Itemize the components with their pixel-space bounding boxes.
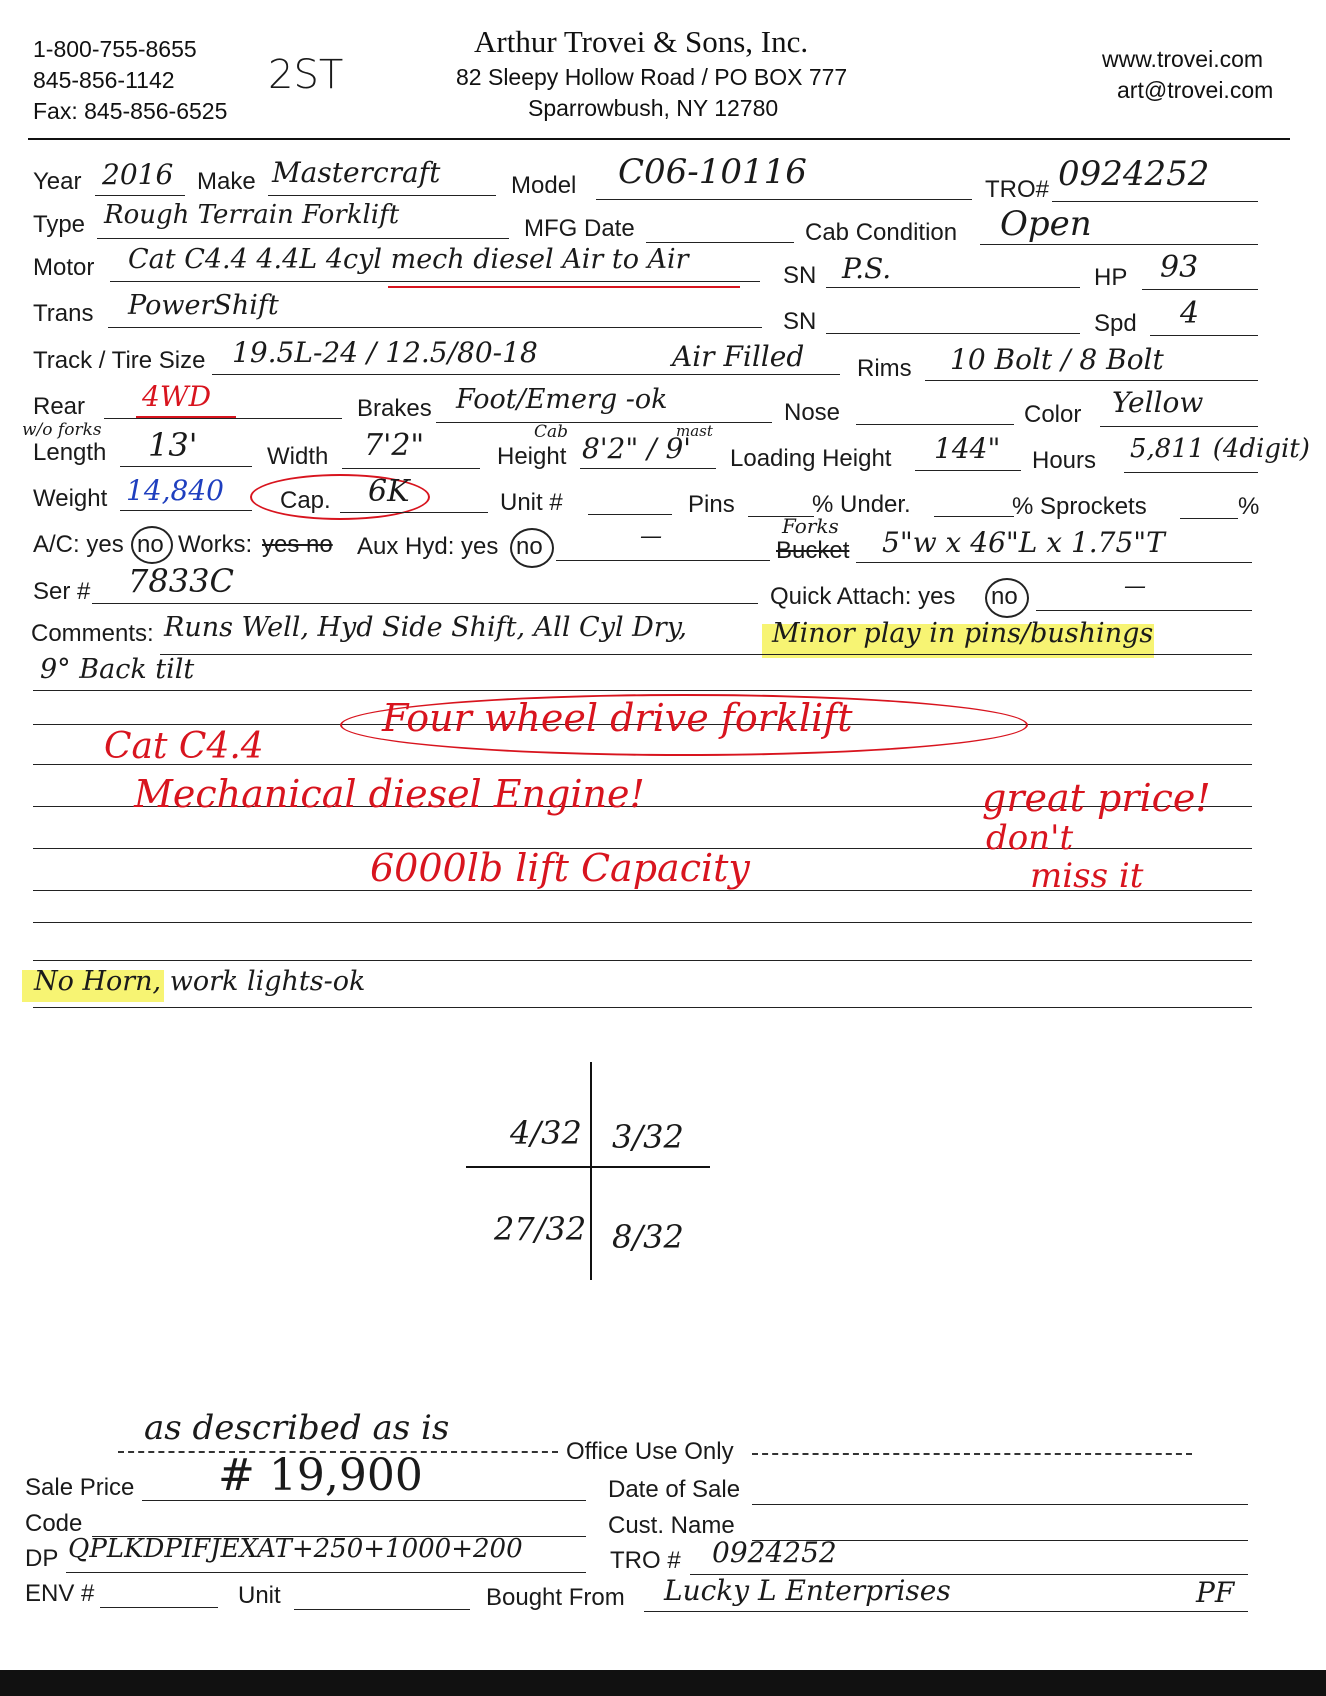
motor-value: Cat C4.4 4.4L 4cyl mech diesel Air to Air — [128, 244, 689, 275]
forks-size-value: 5"w x 46"L x 1.75"T — [882, 526, 1165, 559]
hours-value: 5,811 (4digit) — [1130, 434, 1310, 464]
phone-tollfree: 1-800-755-8655 — [33, 36, 197, 62]
model-value: C06-10116 — [618, 152, 807, 192]
quick-attach-label: Quick Attach: yes — [770, 583, 956, 610]
ac-no: no — [137, 531, 164, 558]
works-label: Works: — [178, 531, 253, 558]
red-circled-note: Four wheel drive forklift — [382, 696, 853, 740]
aux-hyd-label: Aux Hyd: yes — [357, 533, 499, 560]
company-address-2: Sparrowbush, NY 12780 — [528, 95, 779, 121]
red-note-miss-it: miss it — [1030, 856, 1144, 896]
track-tire-label: Track / Tire Size — [33, 347, 206, 374]
company-address-1: 82 Sleepy Hollow Road / PO BOX 777 — [456, 64, 848, 90]
weight-value: 14,840 — [126, 474, 224, 507]
hp-value: 93 — [1160, 250, 1199, 285]
ser-value: 7833C — [128, 562, 234, 600]
motor-red-underline — [388, 286, 740, 288]
pins-label: Pins — [688, 491, 735, 518]
mfg-date-label: MFG Date — [524, 215, 635, 242]
year-value: 2016 — [102, 158, 174, 191]
cap-label: Cap. — [280, 487, 331, 514]
cab-condition-value: Open — [1000, 204, 1092, 244]
under-label: % Under. — [812, 491, 911, 518]
trans-value: PowerShift — [128, 290, 279, 321]
quick-no: no — [991, 583, 1018, 610]
color-label: Color — [1024, 401, 1082, 428]
red-note-price: great price! — [982, 776, 1211, 820]
ac-label: A/C: yes — [33, 531, 124, 558]
length-note: w/o forks — [22, 420, 102, 440]
length-label: Length — [33, 439, 107, 466]
red-note-engine-model: Cat C4.4 — [104, 726, 264, 767]
cap-value: 6K — [368, 474, 410, 509]
bucket-label: Bucket — [776, 537, 850, 564]
comment-line-1: Runs Well, Hyd Side Shift, All Cyl Dry, — [164, 612, 687, 643]
works-yes-no: yes no — [262, 531, 333, 558]
spd-label: Spd — [1094, 310, 1137, 337]
year-label: Year — [33, 168, 82, 195]
rims-label: Rims — [857, 355, 912, 382]
rims-value: 10 Bolt / 8 Bolt — [950, 343, 1164, 376]
office-dash-right — [752, 1453, 1192, 1455]
unit-label: Unit # — [500, 489, 563, 516]
rear-value: 4WD — [142, 380, 212, 413]
make-label: Make — [197, 168, 256, 195]
brakes-label: Brakes — [357, 395, 432, 422]
sale-price-label: Sale Price — [25, 1474, 135, 1501]
bottom-scan-edge — [0, 1670, 1326, 1696]
aux-no: no — [516, 533, 543, 560]
company-website: www.trovei.com — [1102, 46, 1264, 72]
bought-from-label: Bought From — [486, 1584, 625, 1611]
type-value: Rough Terrain Forklift — [104, 200, 400, 230]
header-divider — [28, 138, 1290, 140]
length-value: 13' — [148, 426, 198, 464]
cab-condition-label: Cab Condition — [805, 219, 958, 246]
company-email: art@trovei.com — [1117, 77, 1274, 103]
red-note-engine: Mechanical diesel Engine! — [134, 772, 645, 816]
spd-value: 4 — [1180, 296, 1200, 331]
rear-red-underline — [136, 416, 236, 418]
trans-label: Trans — [33, 300, 94, 327]
loading-height-label: Loading Height — [730, 445, 892, 472]
motor-sn-value: P.S. — [842, 252, 892, 285]
company-name: Arthur Trovei & Sons, Inc. — [474, 24, 809, 59]
tread-bottom-right: 8/32 — [612, 1218, 684, 1256]
bought-from-value: Lucky L Enterprises — [664, 1574, 951, 1607]
aux-hyd-value: — — [640, 524, 662, 549]
forks-note: Forks — [782, 514, 839, 538]
sprockets-pct: % — [1238, 493, 1260, 520]
red-note-dont: don't — [986, 818, 1074, 858]
height-label: Height — [497, 443, 567, 470]
hp-label: HP — [1094, 264, 1128, 291]
comment-line-horn: No Horn, work lights-ok — [34, 966, 366, 997]
motor-sn-label: SN — [783, 262, 817, 289]
code-label: Code — [25, 1510, 83, 1537]
width-label: Width — [267, 443, 329, 470]
tread-cross-horizontal — [466, 1166, 710, 1168]
dp-value: QPLKDPIFJEXAT+250+1000+200 — [68, 1534, 523, 1564]
tread-cross-vertical — [590, 1062, 592, 1280]
color-value: Yellow — [1112, 386, 1204, 419]
trans-sn-label: SN — [783, 308, 817, 335]
quick-attach-value: — — [1124, 574, 1146, 599]
handwritten-header-note: 2ST — [268, 52, 344, 98]
tro-value: 0924252 — [1058, 154, 1210, 194]
mast-note: mast — [676, 422, 713, 440]
tread-top-left: 4/32 — [510, 1114, 582, 1152]
unit-office-label: Unit — [238, 1582, 281, 1609]
width-value: 7'2" — [364, 428, 425, 463]
sprockets-label: % Sprockets — [1012, 493, 1147, 520]
red-note-capacity: 6000lb lift Capacity — [370, 846, 750, 890]
make-value: Mastercraft — [272, 156, 441, 189]
type-label: Type — [33, 211, 86, 238]
weight-label: Weight — [33, 485, 108, 512]
initials-value: PF — [1196, 1576, 1235, 1609]
model-label: Model — [511, 172, 577, 199]
date-of-sale-label: Date of Sale — [608, 1476, 741, 1503]
rear-label: Rear — [33, 393, 86, 420]
comments-label: Comments: — [31, 620, 154, 647]
dp-label: DP — [25, 1545, 59, 1572]
tread-bottom-left: 27/32 — [494, 1210, 587, 1248]
nose-label: Nose — [784, 399, 841, 426]
air-filled-value: Air Filled — [672, 340, 805, 373]
loading-height-value: 144" — [934, 432, 1001, 465]
tread-top-right: 3/32 — [612, 1118, 684, 1156]
tro-office-label: TRO # — [610, 1547, 681, 1574]
sale-price-value: # 19,900 — [218, 1450, 423, 1501]
cust-name-label: Cust. Name — [608, 1512, 735, 1539]
tro-label: TRO# — [985, 176, 1050, 203]
comment-line-2: 9° Back tilt — [40, 654, 195, 685]
height-value: 8'2" / 9' — [582, 432, 691, 465]
motor-label: Motor — [33, 254, 95, 281]
office-use-label: Office Use Only — [566, 1438, 734, 1465]
office-note: as described as is — [144, 1408, 450, 1448]
cab-note: Cab — [534, 422, 569, 442]
env-label: ENV # — [25, 1580, 95, 1607]
tire-size-value: 19.5L-24 / 12.5/80-18 — [232, 336, 538, 369]
phone-local: 845-856-1142 — [33, 67, 175, 93]
ser-label: Ser # — [33, 578, 91, 605]
fax-number: Fax: 845-856-6525 — [33, 98, 228, 124]
brakes-value: Foot/Emerg -ok — [456, 384, 668, 415]
tro-office-value: 0924252 — [712, 1536, 837, 1569]
comment-line-1-highlight: Minor play in pins/bushings — [772, 618, 1154, 649]
hours-label: Hours — [1032, 447, 1097, 474]
